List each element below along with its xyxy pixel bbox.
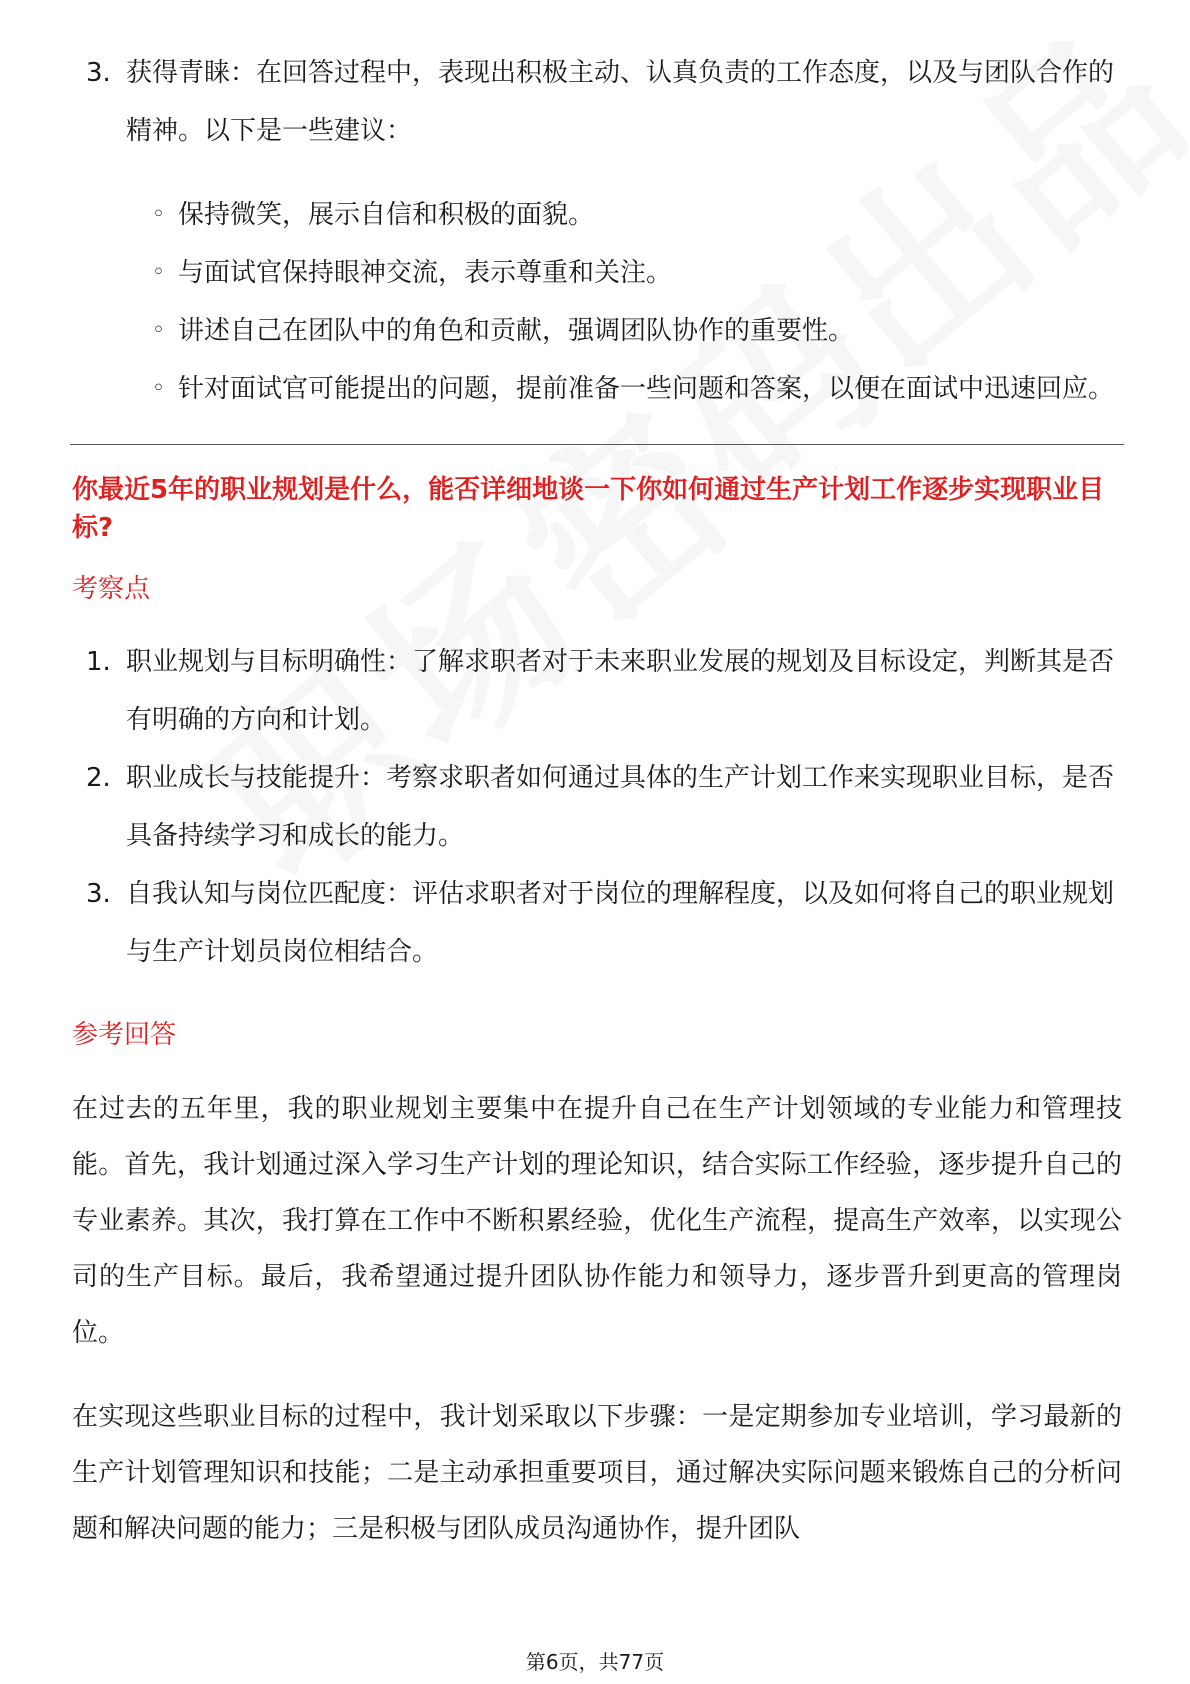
section-divider (70, 444, 1124, 445)
points-list (72, 633, 1122, 981)
list-item-text: 获得青睐：在回答过程中，表现出积极主动、认真负责的工作态度，以及与团队合作的精神。以下是一些建议： (126, 58, 1115, 146)
circle-bullet-icon: ◦ (152, 260, 165, 285)
list-item-3-continued (72, 44, 1122, 160)
suggestion-bullets (72, 186, 1122, 418)
question-heading: 你最近5年的职业规划是什么，能否详细地谈一下你如何通过生产计划工作逐步实现职业目标? (72, 475, 1105, 543)
list-number: 3. (86, 58, 111, 88)
answer-heading: 参考回答 (72, 1020, 177, 1050)
point-item (72, 865, 1122, 981)
point-number: 2. (86, 763, 111, 793)
point-text: 职业成长与技能提升：考察求职者如何通过具体的生产计划工作来实现职业目标，是否具备持续学习和成长的能力。 (126, 763, 1115, 851)
answer-paragraph: 在过去的五年里，我的职业规划主要集中在提升自己在生产计划领域的专业能力和管理技能。首先，我计划通过深入学习生产计划的理论知识，结合实际工作经验，逐步提升自己的专业素养。其次，我打算在工作中不断积累经验，优化生产流程，提高生产效率，以实现公司的生产目标。最后，我希望通过提升团队协作能力和领导力，逐步晋升到更高的管理岗位。 (72, 1094, 1122, 1348)
document-body (72, 44, 1122, 1557)
point-number: 3. (86, 879, 111, 909)
bullet-item (152, 302, 1122, 360)
bullet-item (152, 186, 1122, 244)
point-text: 职业规划与目标明确性：了解求职者对于未来职业发展的规划及目标设定，判断其是否有明确的方向和计划。 (126, 647, 1115, 735)
bullet-text: 与面试官保持眼神交流，表示尊重和关注。 (178, 258, 673, 288)
circle-bullet-icon: ◦ (152, 376, 165, 401)
point-item (72, 633, 1122, 749)
point-text: 自我认知与岗位匹配度：评估求职者对于岗位的理解程度，以及如何将自己的职业规划与生产计划员岗位相结合。 (126, 879, 1115, 967)
points-heading: 考察点 (72, 574, 151, 604)
bullet-text: 保持微笑，展示自信和积极的面貌。 (178, 200, 595, 230)
circle-bullet-icon: ◦ (152, 318, 165, 343)
bullet-text: 针对面试官可能提出的问题，提前准备一些问题和答案，以便在面试中迅速回应。 (178, 374, 1115, 404)
circle-bullet-icon: ◦ (152, 202, 165, 227)
bullet-item (152, 360, 1122, 418)
answer-paragraph: 在实现这些职业目标的过程中，我计划采取以下步骤：一是定期参加专业培训，学习最新的生产计划管理知识和技能；二是主动承担重要项目，通过解决实际问题来锻炼自己的分析问题和解决问题的能力；三是积极与团队成员沟通协作，提升团队 (72, 1402, 1122, 1544)
point-item (72, 749, 1122, 865)
point-number: 1. (86, 647, 111, 677)
bullet-text: 讲述自己在团队中的角色和贡献，强调团队协作的重要性。 (178, 316, 855, 346)
bullet-item (152, 244, 1122, 302)
page-footer: 第6页，共77页 (525, 1650, 665, 1674)
